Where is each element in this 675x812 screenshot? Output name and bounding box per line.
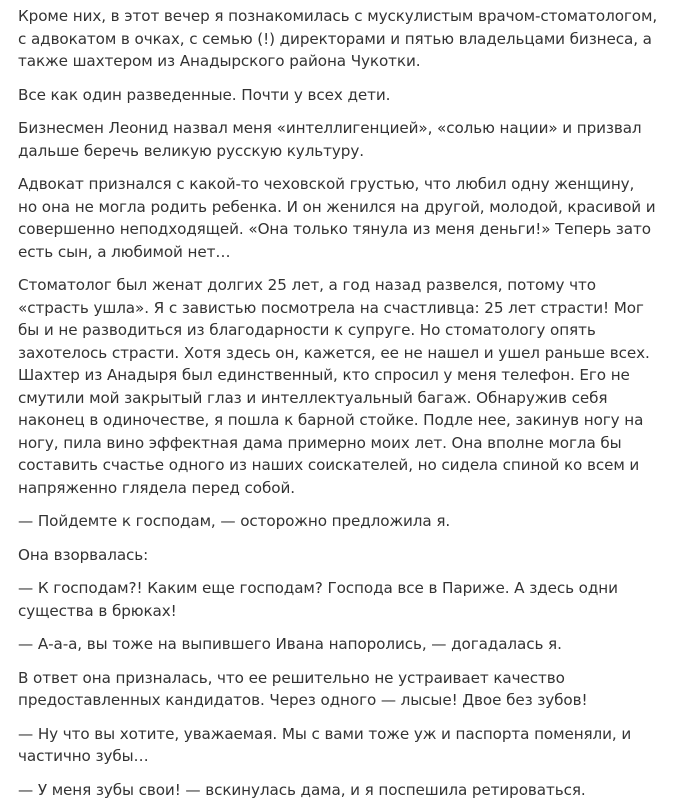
paragraph: Адвокат признался с какой-то чеховской грустью, что любил одну женщину, но она не могла родить ребенка. И он женился на другой, молодой, красивой и совершенно неподходящей. «Она только тянула из меня деньги!» Теперь зато есть сын, а любимой нет…	[18, 175, 656, 261]
paragraph: Кроме них, в этот вечер я познакомилась с мускулистым врачом-стоматологом, с адвокатом в очках, с семью (!) директорами и пятью владельцами бизнеса, а также шахтером из Анадырского района Чукотки.	[18, 7, 658, 70]
paragraph: Стоматолог был женат долгих 25 лет, а год назад развелся, потому что «страсть ушла». Я с завистью посмотрела на счастливца: 25 лет страсти! Мог бы и не разводиться из благодарности к супруге. Но стоматологу опять захотелось страсти. Хотя здесь он, кажется, ее не нашел и ушел раньше всех. Шахтер из Анадыря был единственный, кто спросил у меня телефон. Его не смутили мой закрытый глаз и интеллектуальный багаж. Обнаружив себя наконец в одиночестве, я пошла к барной стойке. Подле нее, закинув ногу на ногу, пила вино эффектная дама примерно моих лет. Она вполне могла бы составить счастье одного из наших соискателей, но сидела спиной ко всем и напряженно глядела перед собой.	[18, 276, 650, 497]
paragraph: Все как один разведенные. Почти у всех дети.	[18, 85, 391, 104]
paragraph: — Ну что вы хотите, уважаемая. Мы с вами тоже уж и паспорта поменяли, и частично зубы…	[18, 724, 632, 765]
paragraph: — А-а-а, вы тоже на выпившего Ивана напоролись, — догадалась я.	[18, 635, 562, 653]
paragraph: — К господам?! Каким еще господам? Господа все в Париже. А здесь одни существа в брюках!	[18, 579, 618, 620]
paragraph: Она взорвалась:	[18, 545, 149, 564]
paragraph: В ответ она призналась, что ее решительно не устраивает качество предоставленных кандидатов. Через одного — лысые! Двое без зубов!	[18, 668, 588, 709]
paragraph: — У меня зубы свои! — вскинулась дама, и я поспешила ретироваться.	[18, 780, 586, 799]
paragraph: Бизнесмен Леонид назвал меня «интеллигенцией», «солью нации» и призвал дальше беречь великую русскую культуру.	[18, 119, 642, 160]
article-body	[18, 0, 658, 812]
paragraph: — Пойдемте к господам, — осторожно предложила я.	[18, 512, 451, 530]
